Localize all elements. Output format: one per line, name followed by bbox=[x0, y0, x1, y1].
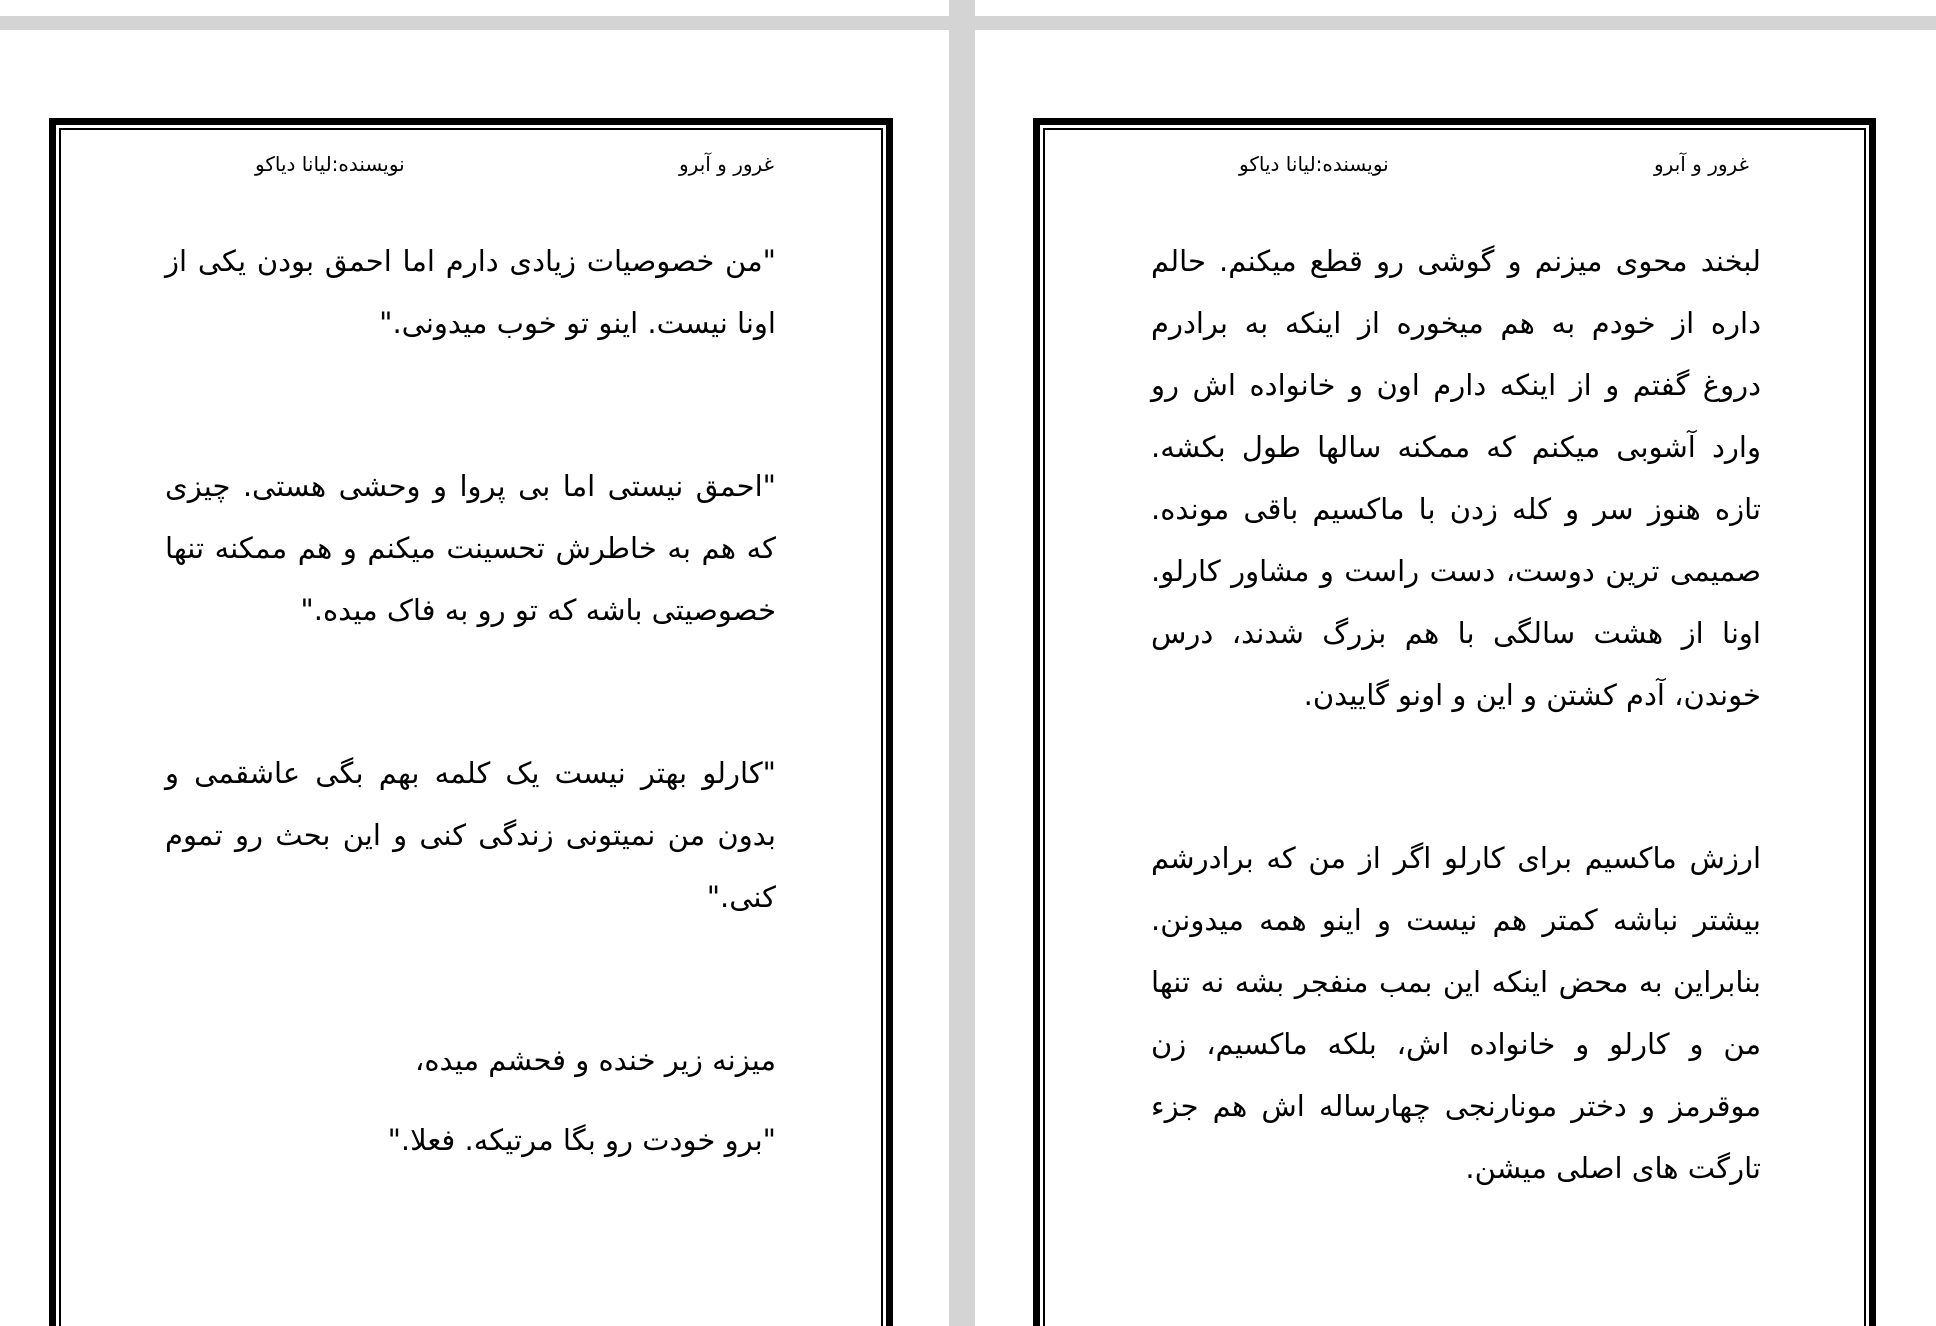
header-title: غرور و آبرو bbox=[679, 152, 774, 176]
page-left bbox=[0, 30, 949, 1326]
paragraph-spacer bbox=[165, 928, 776, 1029]
header-author: نویسنده:لیانا دیاکو bbox=[255, 152, 405, 176]
paragraph-spacer bbox=[165, 354, 776, 455]
paragraph: "احمق نیستی اما بی پروا و وحشی هستی. چیزی که هم به خاطرش تحسینت میکنم و هم ممکنه تنها خصوصیتی باشه که تو رو به فاک میده." bbox=[165, 469, 776, 627]
paragraph: "من خصوصیات زیادی دارم اما احمق بودن یکی از اونا نیست. اینو تو خوب میدونی." bbox=[165, 244, 776, 340]
paragraph: لبخند محوی میزنم و گوشی رو قطع میکنم. حالم داره از خودم به هم میخوره از اینکه به برادرم دروغ گفتم و از اینکه دارم اون و خانواده اش رو وارد آشوبی میکنم که ممکنه سالها طول بکشه. تازه هنوز سر و کله زدن با ماکسیم باقی مونده. صمیمی ترین دوست، دست راست و مشاور کارلو. اونا از هشت سالگی با هم بزرگ شدند، درس خوندن، آدم کشتن و این و اونو گاییدن. bbox=[1151, 244, 1761, 712]
paragraph: میزنه زیر خنده و فحشم میده، bbox=[415, 1043, 776, 1077]
page-body bbox=[1151, 230, 1761, 1199]
header-author: نویسنده:لیانا دیاکو bbox=[1239, 152, 1389, 176]
previous-page-edge bbox=[0, 0, 949, 16]
paragraph: ارزش ماکسیم برای کارلو اگر از من که برادرشم بیشتر نباشه کمتر هم نیست و اینو همه میدونن. بنابراین به محض اینکه این بمب منفجر بشه نه تنها من و کارلو و خانواده اش، بلکه ماکسیم، زن موقرمز و دختر مونارنجی چهارساله اش هم جزء تارگت های اصلی میشن. bbox=[1151, 841, 1761, 1185]
paragraph-spacer bbox=[165, 641, 776, 742]
previous-page-edge bbox=[975, 0, 1936, 16]
paragraph-spacer bbox=[165, 1091, 776, 1109]
header-title: غرور و آبرو bbox=[1654, 152, 1749, 176]
page-right bbox=[975, 30, 1936, 1326]
page-body bbox=[165, 230, 776, 1171]
paragraph: "برو خودت رو بگا مرتیکه. فعلا." bbox=[387, 1123, 776, 1157]
paragraph-spacer bbox=[1151, 726, 1761, 827]
paragraph: "کارلو بهتر نیست یک کلمه بهم بگی عاشقمی و بدون من نمیتونی زندگی کنی و این بحث رو تموم کنی." bbox=[165, 756, 776, 914]
